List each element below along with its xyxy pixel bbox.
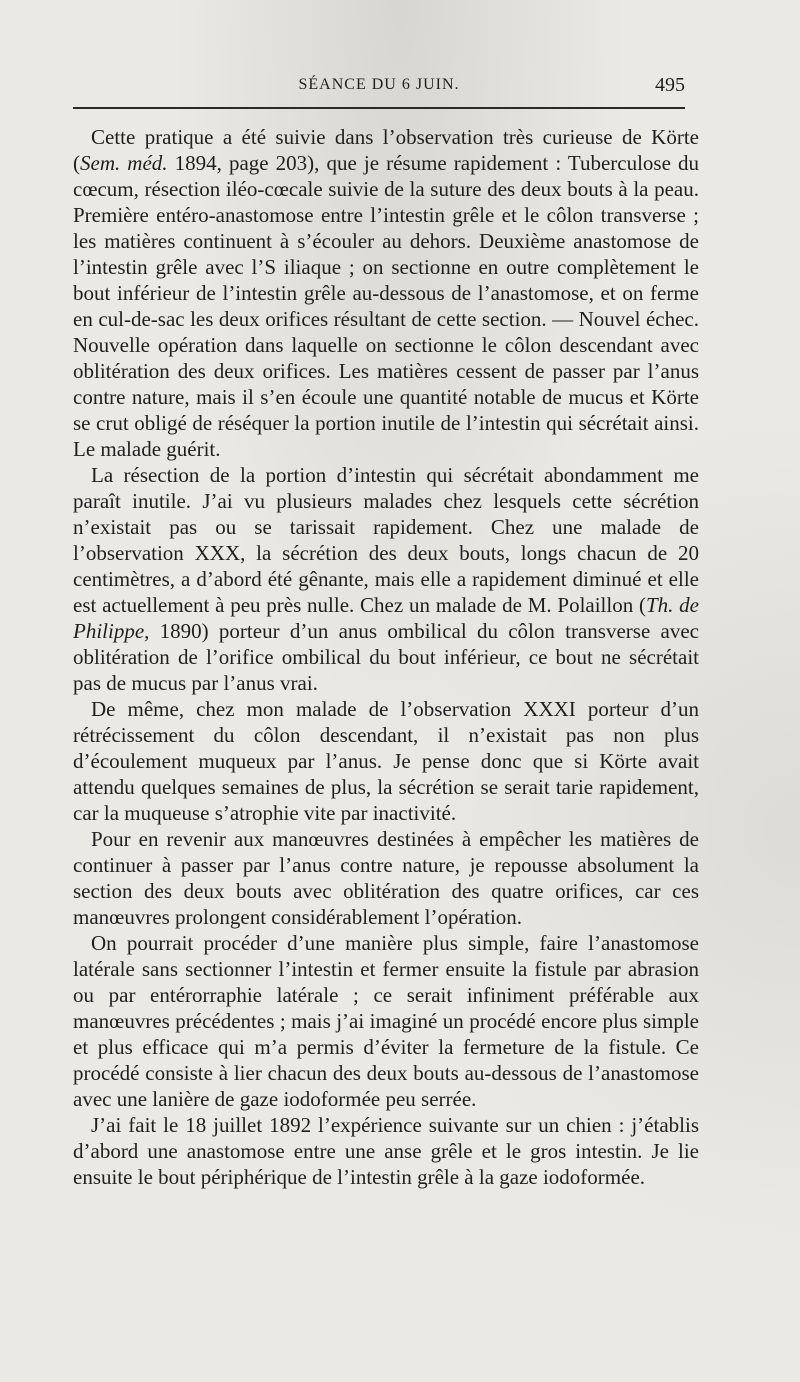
text-run: 1894, page 203), que je résume rapidement : Tuberculose du cœcum, résection iléo-cœcale suivie de la suture des deux bouts à la peau. Première entéro-anastomose entre l’intestin grêle et le côlon transverse ; les matières continuent à s’écouler au dehors. Deuxième anastomose de l’intestin grêle avec l’S iliaque ; on sectionne en outre complètement le bout inférieur de l’intestin grêle au-dessous de l’anastomose, et on ferme en cul-de-sac les deux orifices résultant de cette section. — Nouvel échec. Nouvelle opération dans laquelle on sectionne le côlon descendant avec oblitération des deux orifices. Les matières cessent de passer par l’anus contre nature, mais il s’en écoule une quantité notable de mucus et Körte se crut obligé de réséquer la portion inutile de l’intestin qui sécrétait ainsi. Le malade guérit. xyxy=(73,151,699,461)
paragraph xyxy=(73,462,699,696)
paragraph xyxy=(73,826,699,930)
text-run: Cette pratique a été suivie dans l’observation très curieuse de Körte ( xyxy=(73,125,699,175)
running-title: SÉANCE DU 6 JUIN. xyxy=(298,76,460,93)
text-run: J’ai fait le 18 juillet 1892 l’expérience suivante sur un chien : j’établis d’abord une anastomose entre une anse grêle et le gros intestin. Je lie ensuite le bout périphérique de l’intestin grêle à la gaze iodoformée. xyxy=(73,1113,699,1189)
text-run: La résection de la portion d’intestin qui sécrétait abondamment me paraît inutile. J’ai vu plusieurs malades chez lesquels cette sécrétion n’existait pas ou se tarissait rapidement. Chez une malade de l’observation XXX, la sécrétion des deux bouts, longs chacun de 20 centimètres, a d’abord été gênante, mais elle a rapidement diminué et elle est actuellement à peu près nulle. Chez un malade de M. Polaillon ( xyxy=(73,463,699,617)
paragraph xyxy=(73,1112,699,1190)
text-run: On pourrait procéder d’une manière plus simple, faire l’anastomose latérale sans sectionner l’intestin et fermer ensuite la fistule par abrasion ou par entérorraphie latérale ; ce serait infiniment préférable aux manœuvres précédentes ; mais j’ai imaginé un procédé encore plus simple et plus efficace qui m’a permis d’éviter la fermeture de la fistule. Ce procédé consiste à lier chacun des deux bouts au-dessous de l’anastomose avec une lanière de gaze iodoformée peu serrée. xyxy=(73,931,699,1111)
paragraph xyxy=(73,124,699,462)
text-run: Pour en revenir aux manœuvres destinées à empêcher les matières de continuer à passer par l’anus contre nature, je repousse absolument la section des deux bouts avec oblitération des quatre orifices, car ces manœuvres prolongent considérablement l’opération. xyxy=(73,827,699,929)
paragraph xyxy=(73,930,699,1112)
page-number: 495 xyxy=(655,74,685,96)
header-rule xyxy=(73,107,685,109)
italic-citation: Th. de Philippe, xyxy=(73,593,699,643)
text-run: 1890) porteur d’un anus ombilical du côlon transverse avec oblitération de l’orifice ombilical du bout inférieur, ce bout ne sécrétait pas de mucus par l’anus vrai. xyxy=(73,619,699,695)
italic-citation: Sem. méd. xyxy=(80,151,168,175)
paragraph xyxy=(73,696,699,826)
page-header xyxy=(73,76,685,102)
body-text xyxy=(73,124,699,1190)
text-run: De même, chez mon malade de l’observation XXXI porteur d’un rétrécissement du côlon descendant, il n’existait pas non plus d’écoulement muqueux par l’anus. Je pense donc que si Körte avait attendu quelques semaines de plus, la sécrétion se serait tarie rapidement, car la muqueuse s’atrophie vite par inactivité. xyxy=(73,697,699,825)
